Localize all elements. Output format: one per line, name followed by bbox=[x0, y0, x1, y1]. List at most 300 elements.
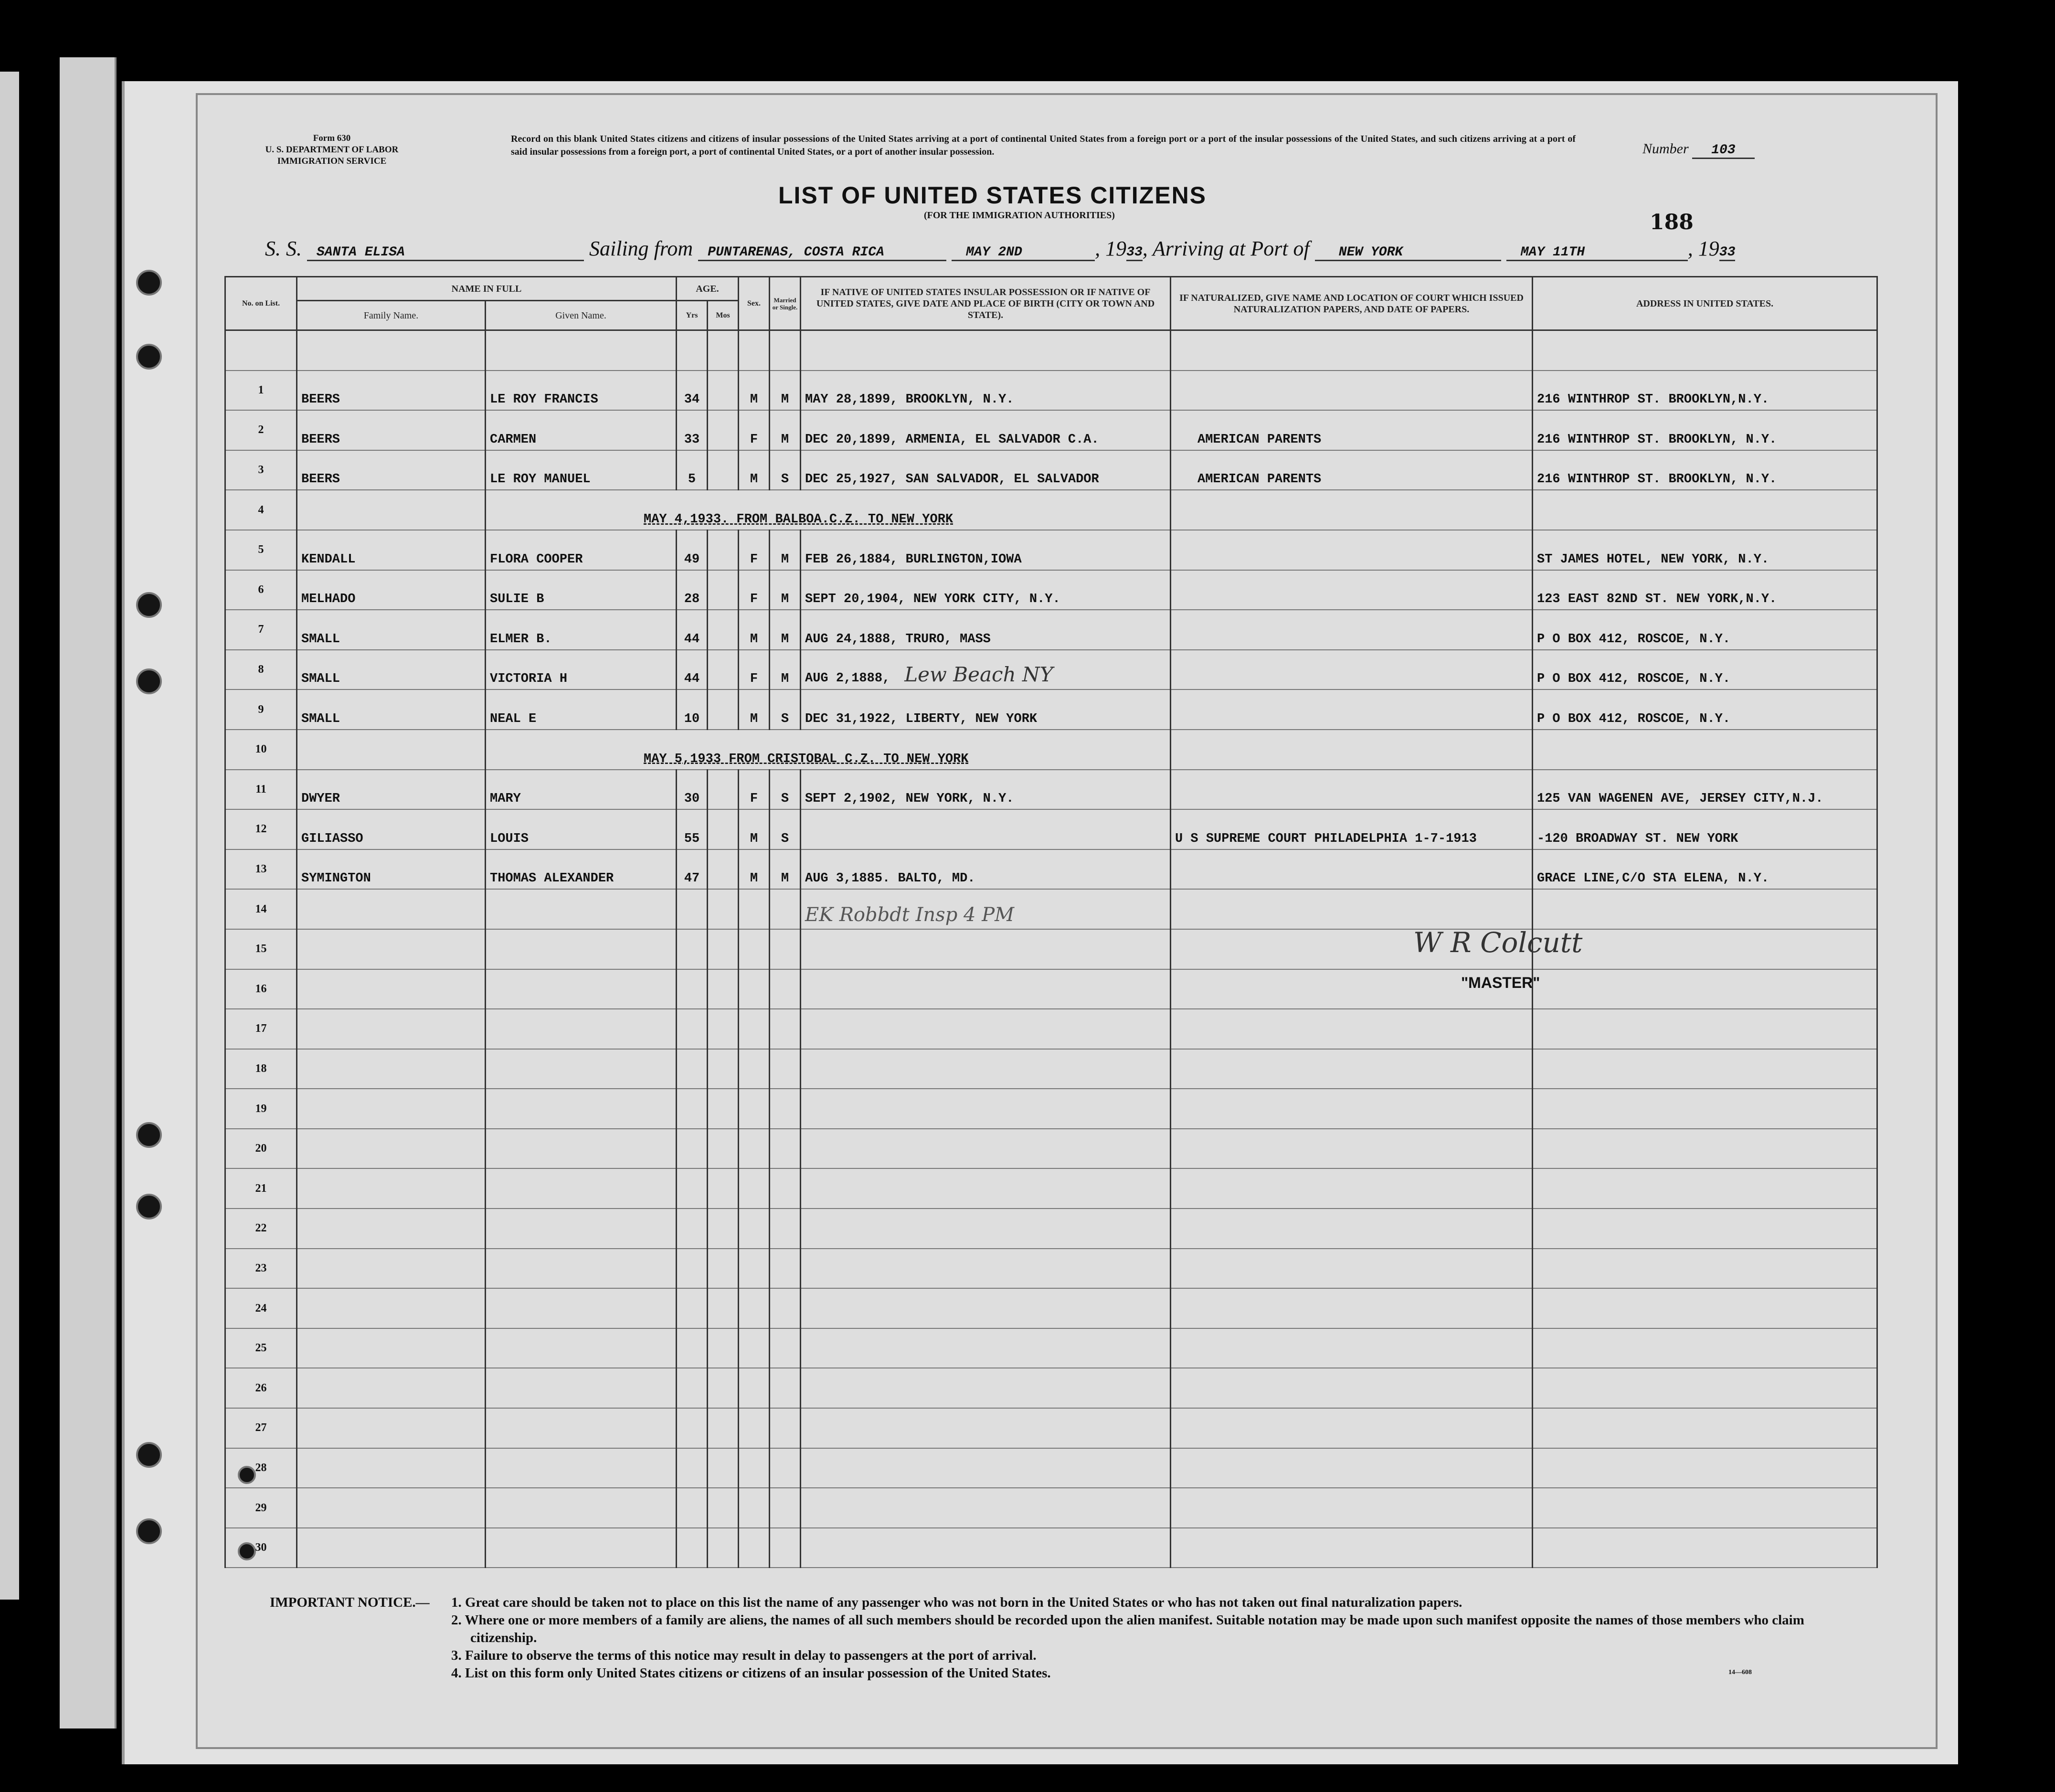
row-naturalized bbox=[1171, 650, 1533, 690]
row-yrs bbox=[677, 929, 708, 969]
col-yrs: Yrs bbox=[677, 301, 708, 330]
year-prefix-2: , 19 bbox=[1687, 237, 1719, 260]
row-birth bbox=[801, 1249, 1171, 1289]
row-family-name bbox=[297, 1249, 486, 1289]
row-number: 11 bbox=[225, 770, 297, 810]
sailing-from: PUNTARENAS, COSTA RICA bbox=[698, 245, 946, 261]
row-mos bbox=[708, 1168, 739, 1209]
row-married bbox=[770, 1168, 801, 1209]
row-married bbox=[770, 1448, 801, 1488]
row-birth bbox=[801, 1328, 1171, 1368]
row-number: 29 bbox=[225, 1488, 297, 1528]
table-row bbox=[225, 371, 1877, 411]
row-married: M bbox=[770, 371, 801, 411]
row-number: 8 bbox=[225, 650, 297, 690]
row-mos bbox=[708, 1488, 739, 1528]
table-row bbox=[225, 889, 1877, 929]
row-sex bbox=[739, 1408, 770, 1448]
row-birth bbox=[801, 1528, 1171, 1568]
important-notice bbox=[270, 1594, 1826, 1682]
table-row bbox=[225, 1009, 1877, 1049]
row-birth bbox=[801, 1408, 1171, 1448]
row-sex bbox=[739, 1528, 770, 1568]
row-number: 1 bbox=[225, 371, 297, 411]
col-given-name: Given Name. bbox=[486, 301, 677, 330]
table-row bbox=[225, 1089, 1877, 1129]
row-family-name bbox=[297, 1049, 486, 1089]
citizens-table bbox=[224, 276, 1878, 1568]
row-naturalized bbox=[1171, 1009, 1533, 1049]
row-address bbox=[1533, 1448, 1877, 1488]
row-mos bbox=[708, 1448, 739, 1488]
page-title: LIST OF UNITED STATES CITIZENS bbox=[778, 182, 1207, 209]
sailing-label: Sailing from bbox=[589, 237, 693, 260]
binder-hole bbox=[136, 1442, 162, 1468]
row-married bbox=[770, 889, 801, 929]
table-row bbox=[225, 770, 1877, 810]
row-address bbox=[1533, 730, 1877, 770]
row-number: 2 bbox=[225, 410, 297, 450]
col-married: Married or Single. bbox=[770, 277, 801, 330]
row-sex bbox=[739, 1089, 770, 1129]
row-address bbox=[1533, 1328, 1877, 1368]
row-naturalized bbox=[1171, 570, 1533, 610]
row-naturalized bbox=[1171, 889, 1533, 929]
row-address bbox=[1533, 1528, 1877, 1568]
row-given-name: ELMER B. bbox=[486, 610, 677, 650]
row-given-name bbox=[486, 1488, 677, 1528]
row-address: 216 WINTHROP ST. BROOKLYN, N.Y. bbox=[1533, 410, 1877, 450]
row-yrs: 34 bbox=[677, 371, 708, 411]
row-address bbox=[1533, 1488, 1877, 1528]
row-number: 7 bbox=[225, 610, 297, 650]
row-mos bbox=[708, 450, 739, 490]
row-yrs bbox=[677, 1528, 708, 1568]
table-row bbox=[225, 1448, 1877, 1488]
row-number: 3 bbox=[225, 450, 297, 490]
row-naturalized bbox=[1171, 1129, 1533, 1169]
row-number: 22 bbox=[225, 1209, 297, 1249]
col-mos: Mos bbox=[708, 301, 739, 330]
row-birth bbox=[801, 1288, 1171, 1328]
arriving-date: MAY 11TH bbox=[1506, 245, 1688, 261]
row-family-name bbox=[297, 1209, 486, 1249]
row-given-name bbox=[486, 1049, 677, 1089]
row-family-name: GILIASSO bbox=[297, 809, 486, 849]
row-married bbox=[770, 1328, 801, 1368]
row-family-name bbox=[297, 1368, 486, 1408]
row-number: 27 bbox=[225, 1408, 297, 1448]
row-given-name bbox=[486, 1129, 677, 1169]
row-sex bbox=[739, 1328, 770, 1368]
row-sex: M bbox=[739, 809, 770, 849]
table-row bbox=[225, 610, 1877, 650]
row-family-name bbox=[297, 490, 486, 530]
row-given-name: LE ROY FRANCIS bbox=[486, 371, 677, 411]
inspector-note: EK Robbdt Insp 4 PM bbox=[801, 889, 1171, 929]
binder-hole bbox=[136, 1122, 162, 1148]
ss-label: S. S. bbox=[265, 237, 302, 260]
row-sex bbox=[739, 1009, 770, 1049]
row-given-name bbox=[486, 1009, 677, 1049]
row-sex bbox=[739, 929, 770, 969]
row-given-name bbox=[486, 969, 677, 1009]
row-naturalized bbox=[1171, 1488, 1533, 1528]
row-given-name: THOMAS ALEXANDER bbox=[486, 849, 677, 890]
row-married: M bbox=[770, 650, 801, 690]
row-number: 17 bbox=[225, 1009, 297, 1049]
row-yrs bbox=[677, 1168, 708, 1209]
notice-item-3: 3. Failure to observe the terms of this notice may result in delay to passengers at the port of arrival. bbox=[451, 1648, 1037, 1663]
row-address: GRACE LINE,C/O STA ELENA, N.Y. bbox=[1533, 849, 1877, 890]
row-naturalized bbox=[1171, 1448, 1533, 1488]
binder-hole bbox=[136, 668, 162, 694]
row-given-name: LE ROY MANUEL bbox=[486, 450, 677, 490]
row-birth: SEPT 20,1904, NEW YORK CITY, N.Y. bbox=[801, 570, 1171, 610]
row-married: M bbox=[770, 530, 801, 570]
row-birth: MAY 28,1899, BROOKLYN, N.Y. bbox=[801, 371, 1171, 411]
row-married: S bbox=[770, 770, 801, 810]
row-naturalized bbox=[1171, 849, 1533, 890]
row-given-name: NEAL E bbox=[486, 689, 677, 730]
row-naturalized bbox=[1171, 1408, 1533, 1448]
row-birth bbox=[801, 1129, 1171, 1169]
row-number: 15 bbox=[225, 929, 297, 969]
row-yrs bbox=[677, 1209, 708, 1249]
row-address bbox=[1533, 969, 1877, 1009]
row-sex: M bbox=[739, 450, 770, 490]
row-address: 123 EAST 82ND ST. NEW YORK,N.Y. bbox=[1533, 570, 1877, 610]
row-number: 28 bbox=[225, 1448, 297, 1488]
row-number: 23 bbox=[225, 1249, 297, 1289]
row-address bbox=[1533, 1049, 1877, 1089]
table-row bbox=[225, 929, 1877, 969]
row-number: 25 bbox=[225, 1328, 297, 1368]
row-birth bbox=[801, 650, 1171, 690]
row-given-name: SULIE B bbox=[486, 570, 677, 610]
row-yrs bbox=[677, 1488, 708, 1528]
row-mos bbox=[708, 809, 739, 849]
table-row bbox=[225, 650, 1877, 690]
row-number: 13 bbox=[225, 849, 297, 890]
row-address: 125 VAN WAGENEN AVE, JERSEY CITY,N.J. bbox=[1533, 770, 1877, 810]
row-family-name bbox=[297, 730, 486, 770]
row-family-name: SYMINGTON bbox=[297, 849, 486, 890]
row-number: 12 bbox=[225, 809, 297, 849]
row-birth bbox=[801, 1009, 1171, 1049]
row-sex bbox=[739, 969, 770, 1009]
row-family-name bbox=[297, 1488, 486, 1528]
row-married: M bbox=[770, 610, 801, 650]
row-mos bbox=[708, 570, 739, 610]
row-given-name bbox=[486, 1288, 677, 1328]
row-yrs: 44 bbox=[677, 610, 708, 650]
row-address: ST JAMES HOTEL, NEW YORK, N.Y. bbox=[1533, 530, 1877, 570]
table-row bbox=[225, 1168, 1877, 1209]
table-row bbox=[225, 849, 1877, 890]
row-family-name bbox=[297, 1129, 486, 1169]
row-family-name: BEERS bbox=[297, 410, 486, 450]
row-naturalized bbox=[1171, 1049, 1533, 1089]
notice-lead: IMPORTANT NOTICE.— bbox=[270, 1595, 430, 1610]
row-yrs: 30 bbox=[677, 770, 708, 810]
row-yrs: 49 bbox=[677, 530, 708, 570]
row-number: 19 bbox=[225, 1089, 297, 1129]
row-birth: SEPT 2,1902, NEW YORK, N.Y. bbox=[801, 770, 1171, 810]
row-family-name: BEERS bbox=[297, 450, 486, 490]
row-family-name: DWYER bbox=[297, 770, 486, 810]
row-family-name: BEERS bbox=[297, 371, 486, 411]
row-given-name: LOUIS bbox=[486, 809, 677, 849]
table-row bbox=[225, 1368, 1877, 1408]
col-address: ADDRESS IN UNITED STATES. bbox=[1533, 277, 1877, 330]
table-row bbox=[225, 410, 1877, 450]
row-given-name bbox=[486, 889, 677, 929]
row-given-name bbox=[486, 1328, 677, 1368]
row-sex bbox=[739, 1249, 770, 1289]
table-row bbox=[225, 689, 1877, 730]
row-yrs bbox=[677, 1049, 708, 1089]
binder-hole bbox=[136, 270, 162, 296]
row-given-name bbox=[486, 1528, 677, 1568]
voyage-line bbox=[265, 236, 1936, 261]
row-address bbox=[1533, 1408, 1877, 1448]
row-sex: F bbox=[739, 410, 770, 450]
row-family-name bbox=[297, 1528, 486, 1568]
row-family-name: SMALL bbox=[297, 610, 486, 650]
row-address bbox=[1533, 1249, 1877, 1289]
row-naturalized bbox=[1171, 770, 1533, 810]
row-naturalized bbox=[1171, 689, 1533, 730]
row-naturalized bbox=[1171, 530, 1533, 570]
row-family-name: MELHADO bbox=[297, 570, 486, 610]
binder-hole bbox=[136, 344, 162, 370]
row-family-name bbox=[297, 1408, 486, 1448]
row-birth bbox=[801, 1209, 1171, 1249]
col-sex: Sex. bbox=[739, 277, 770, 330]
row-yrs bbox=[677, 1129, 708, 1169]
col-family-name: Family Name. bbox=[297, 301, 486, 330]
service: IMMIGRATION SERVICE bbox=[277, 156, 387, 166]
row-mos bbox=[708, 889, 739, 929]
row-yrs bbox=[677, 1408, 708, 1448]
instructions: Record on this blank United States citizens and citizens of insular possessions of the United States arriving at a port of continental United States from a foreign port or a port of the insular possessions of the United States, and such citizens arriving at a port of said insular possessions from a foreign port, a port of continental United States, or a port of another insular possession. bbox=[511, 134, 1576, 157]
col-no: No. on List. bbox=[225, 277, 297, 330]
row-naturalized bbox=[1171, 1209, 1533, 1249]
row-given-name bbox=[486, 1209, 677, 1249]
row-naturalized bbox=[1171, 371, 1533, 411]
row-number: 9 bbox=[225, 689, 297, 730]
row-sex: F bbox=[739, 770, 770, 810]
row-number: 6 bbox=[225, 570, 297, 610]
row-given-name bbox=[486, 1168, 677, 1209]
row-family-name bbox=[297, 1089, 486, 1129]
row-married: M bbox=[770, 849, 801, 890]
table-row bbox=[225, 570, 1877, 610]
row-sex bbox=[739, 1049, 770, 1089]
row-yrs: 10 bbox=[677, 689, 708, 730]
print-code: 14—608 bbox=[1728, 1669, 1752, 1676]
row-yrs: 44 bbox=[677, 650, 708, 690]
row-sex bbox=[739, 1129, 770, 1169]
row-family-name bbox=[297, 929, 486, 969]
row-family-name bbox=[297, 1288, 486, 1328]
left-page-edge bbox=[0, 72, 19, 1600]
table-row bbox=[225, 1049, 1877, 1089]
table-row bbox=[225, 530, 1877, 570]
row-address: P O BOX 412, ROSCOE, N.Y. bbox=[1533, 610, 1877, 650]
row-address: P O BOX 412, ROSCOE, N.Y. bbox=[1533, 650, 1877, 690]
row-birth bbox=[801, 1368, 1171, 1408]
row-mos bbox=[708, 1129, 739, 1169]
row-family-name bbox=[297, 969, 486, 1009]
row-number: 18 bbox=[225, 1049, 297, 1089]
row-yrs: 5 bbox=[677, 450, 708, 490]
row-mos bbox=[708, 410, 739, 450]
row-mos bbox=[708, 1408, 739, 1448]
table-row bbox=[225, 1209, 1877, 1249]
row-mos bbox=[708, 929, 739, 969]
row-naturalized: U S SUPREME COURT PHILADELPHIA 1-7-1913 bbox=[1171, 809, 1533, 849]
row-birth bbox=[801, 809, 1171, 849]
row-sex bbox=[739, 1488, 770, 1528]
row-mos bbox=[708, 770, 739, 810]
row-family-name: SMALL bbox=[297, 650, 486, 690]
row-married: S bbox=[770, 809, 801, 849]
row-address bbox=[1533, 1209, 1877, 1249]
row-married bbox=[770, 1009, 801, 1049]
row-married bbox=[770, 1368, 801, 1408]
row-married: S bbox=[770, 450, 801, 490]
table-row bbox=[225, 969, 1877, 1009]
row-mos bbox=[708, 530, 739, 570]
binder-hole bbox=[136, 1194, 162, 1219]
row-birth bbox=[801, 1049, 1171, 1089]
row-birth-handwritten: Lew Beach NY bbox=[904, 663, 1053, 687]
row-yrs: 55 bbox=[677, 809, 708, 849]
row-number: 21 bbox=[225, 1168, 297, 1209]
row-address: 216 WINTHROP ST. BROOKLYN,N.Y. bbox=[1533, 371, 1877, 411]
row-mos bbox=[708, 1209, 739, 1249]
table-row bbox=[225, 1528, 1877, 1568]
table-row bbox=[225, 490, 1877, 530]
sailing-date: MAY 2ND bbox=[952, 245, 1095, 261]
year-prefix: , 19 bbox=[1095, 237, 1127, 260]
route-note: MAY 5,1933 FROM CRISTOBAL C.Z. TO NEW YORK bbox=[486, 730, 1171, 770]
row-given-name: FLORA COOPER bbox=[486, 530, 677, 570]
row-given-name bbox=[486, 1089, 677, 1129]
row-birth: FEB 26,1884, BURLINGTON,IOWA bbox=[801, 530, 1171, 570]
row-given-name bbox=[486, 929, 677, 969]
row-given-name: MARY bbox=[486, 770, 677, 810]
table-row bbox=[225, 809, 1877, 849]
row-family-name bbox=[297, 889, 486, 929]
table-row bbox=[225, 1249, 1877, 1289]
row-married bbox=[770, 929, 801, 969]
row-married bbox=[770, 1288, 801, 1328]
row-address bbox=[1533, 1129, 1877, 1169]
row-married: M bbox=[770, 570, 801, 610]
department: U. S. DEPARTMENT OF LABOR bbox=[265, 145, 399, 155]
arriving-year: 33 bbox=[1719, 245, 1736, 261]
row-number: 4 bbox=[225, 490, 297, 530]
col-name-in-full: NAME IN FULL bbox=[297, 277, 677, 301]
row-given-name: VICTORIA H bbox=[486, 650, 677, 690]
row-mos bbox=[708, 1328, 739, 1368]
row-number: 5 bbox=[225, 530, 297, 570]
row-number: 16 bbox=[225, 969, 297, 1009]
row-birth bbox=[801, 1448, 1171, 1488]
row-sex bbox=[739, 1368, 770, 1408]
row-given-name bbox=[486, 1408, 677, 1448]
row-number: 24 bbox=[225, 1288, 297, 1328]
row-family-name bbox=[297, 1168, 486, 1209]
row-given-name bbox=[486, 1368, 677, 1408]
sailing-year: 33 bbox=[1126, 245, 1143, 261]
table-row bbox=[225, 730, 1877, 770]
row-married bbox=[770, 1129, 801, 1169]
row-sex bbox=[739, 889, 770, 929]
row-mos bbox=[708, 610, 739, 650]
row-married bbox=[770, 969, 801, 1009]
master-signature: W R Colcutt bbox=[1413, 926, 1583, 959]
binder-hole bbox=[136, 1518, 162, 1544]
row-address bbox=[1533, 1368, 1877, 1408]
row-birth bbox=[801, 1488, 1171, 1528]
row-mos bbox=[708, 1368, 739, 1408]
ship-name: SANTA ELISA bbox=[307, 245, 584, 261]
row-birth: DEC 20,1899, ARMENIA, EL SALVADOR C.A. bbox=[801, 410, 1171, 450]
row-yrs: 28 bbox=[677, 570, 708, 610]
form-id-block bbox=[248, 133, 415, 167]
row-married bbox=[770, 1488, 801, 1528]
row-sex: M bbox=[739, 849, 770, 890]
row-sex bbox=[739, 1209, 770, 1249]
row-yrs: 47 bbox=[677, 849, 708, 890]
row-birth bbox=[801, 929, 1171, 969]
row-birth bbox=[801, 969, 1171, 1009]
number-label: Number bbox=[1642, 141, 1689, 157]
number-value: 103 bbox=[1692, 143, 1754, 159]
row-address bbox=[1533, 490, 1877, 530]
row-address bbox=[1533, 1089, 1877, 1129]
row-yrs bbox=[677, 1089, 708, 1129]
row-sex bbox=[739, 1168, 770, 1209]
row-sex bbox=[739, 1288, 770, 1328]
row-married bbox=[770, 1408, 801, 1448]
row-naturalized bbox=[1171, 1249, 1533, 1289]
page-subtitle: (FOR THE IMMIGRATION AUTHORITIES) bbox=[924, 210, 1115, 221]
row-married bbox=[770, 1209, 801, 1249]
row-family-name bbox=[297, 1328, 486, 1368]
row-naturalized bbox=[1171, 730, 1533, 770]
table-row bbox=[225, 1288, 1877, 1328]
row-mos bbox=[708, 689, 739, 730]
row-mos bbox=[708, 371, 739, 411]
table-row bbox=[225, 450, 1877, 490]
notice-item-1: 1. Great care should be taken not to place on this list the name of any passenger who was not born in the United States or who has not taken out final naturalization papers. bbox=[451, 1595, 1462, 1610]
arriving-port: NEW YORK bbox=[1315, 245, 1501, 261]
row-address: -120 BROADWAY ST. NEW YORK bbox=[1533, 809, 1877, 849]
row-address bbox=[1533, 1168, 1877, 1209]
row-mos bbox=[708, 1249, 739, 1289]
row-yrs bbox=[677, 1328, 708, 1368]
row-number: 10 bbox=[225, 730, 297, 770]
table-row bbox=[225, 1129, 1877, 1169]
row-address: 216 WINTHROP ST. BROOKLYN, N.Y. bbox=[1533, 450, 1877, 490]
row-naturalized: AMERICAN PARENTS bbox=[1171, 410, 1533, 450]
row-given-name: CARMEN bbox=[486, 410, 677, 450]
